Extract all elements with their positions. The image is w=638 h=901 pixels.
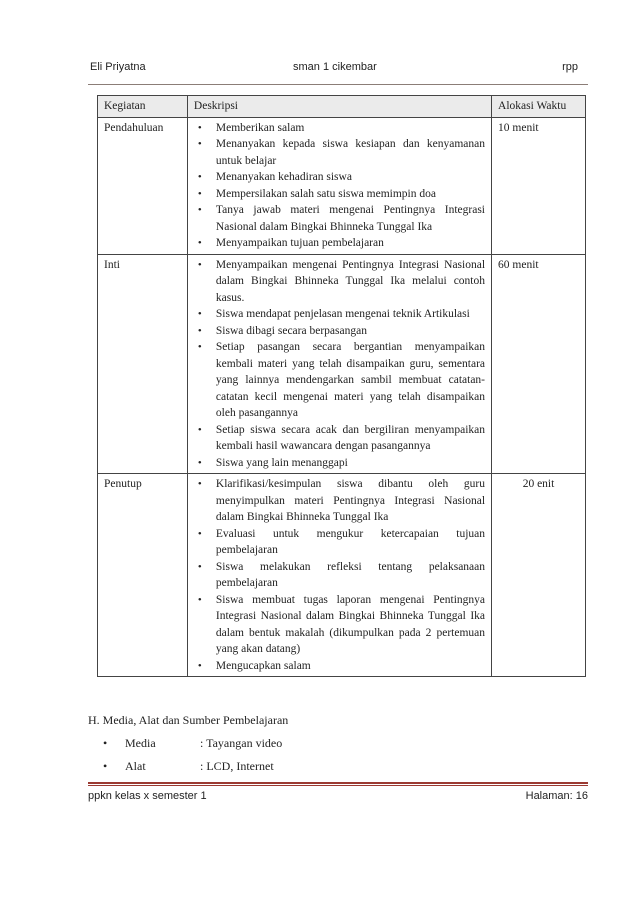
list-item: • Siswa melakukan refleksi tentang pelaksanaan pembelajaran xyxy=(194,559,485,592)
kegiatan-cell: Inti xyxy=(98,254,188,474)
waktu-cell: 10 menit xyxy=(492,117,586,254)
kegiatan-cell: Penutup xyxy=(98,474,188,677)
footer-rule-thin xyxy=(88,785,588,786)
list-item: • Menyampaikan mengenai Pentingnya Integrasi Nasional dalam Bingkai Bhinneka Tunggal Ika melalui contoh kasus. xyxy=(194,257,485,307)
list-item: • Memberikan salam xyxy=(194,120,485,137)
footer-rule xyxy=(88,782,588,784)
list-item: • Siswa membuat tugas laporan mengenai Pentingnya Integrasi Nasional dalam Bingkai Bhinneka Tunggal Ika dalam bentuk makalah (dikumpulkan pada 2 pertemuan yang akan datang) xyxy=(194,592,485,658)
list-item xyxy=(103,736,282,751)
deskripsi-cell xyxy=(187,474,491,677)
waktu-cell: 20 enit xyxy=(492,474,586,677)
waktu-cell: 60 menit xyxy=(492,254,586,474)
alat-label: Alat xyxy=(125,759,146,773)
media-value: : Tayangan video xyxy=(200,736,283,750)
list-item: • Mengucapkan salam xyxy=(194,658,485,675)
media-label: Media xyxy=(125,736,156,750)
list-item: • Siswa dibagi secara berpasangan xyxy=(194,323,485,340)
kegiatan-cell: Pendahuluan xyxy=(98,117,188,254)
header-rule xyxy=(88,84,588,85)
deskripsi-cell xyxy=(187,117,491,254)
bullet-icon: • xyxy=(103,736,108,750)
list-item: • Tanya jawab materi mengenai Pentingnya Integrasi Nasional dalam Bingkai Bhinneka Tunggal Ika xyxy=(194,202,485,235)
header-author: Eli Priyatna xyxy=(90,61,146,73)
list-item: • Klarifikasi/kesimpulan siswa dibantu oleh guru menyimpulkan materi Pentingnya Integrasi Nasional dalam Bingkai Bhinneka Tunggal Ika xyxy=(194,476,485,526)
col-header-deskripsi: Deskripsi xyxy=(187,96,491,118)
footer-page-number: Halaman: 16 xyxy=(525,790,588,802)
col-header-alokasi: Alokasi Waktu xyxy=(492,96,586,118)
list-item xyxy=(103,759,274,774)
list-item: • Evaluasi untuk mengukur ketercapaian tujuan pembelajaran xyxy=(194,526,485,559)
list-item: • Menyampaikan tujuan pembelajaran xyxy=(194,235,485,252)
deskripsi-cell xyxy=(187,254,491,474)
section-heading: H. Media, Alat dan Sumber Pembelajaran xyxy=(88,713,289,727)
header-doc-type: rpp xyxy=(562,61,578,73)
table-row xyxy=(98,474,586,677)
col-header-kegiatan: Kegiatan xyxy=(98,96,188,118)
table-header-row xyxy=(98,96,586,118)
footer-course: ppkn kelas x semester 1 xyxy=(88,790,207,802)
header-school: sman 1 cikembar xyxy=(293,61,377,73)
list-item: • Setiap pasangan secara bergantian menyampaikan kembali materi yang telah disampaikan guru, sementara yang lainnya mendengarkan sambil membuat catatan-catatan kecil mengenai materi yang telah disampaikan oleh pasangannya xyxy=(194,339,485,422)
list-item: • Siswa mendapat penjelasan mengenai teknik Artikulasi xyxy=(194,306,485,323)
alat-value: : LCD, Internet xyxy=(200,759,274,773)
table-row xyxy=(98,117,586,254)
list-item: • Setiap siswa secara acak dan bergiliran menyampaikan kembali hasil wawancara dengan pasangannya xyxy=(194,422,485,455)
bullet-icon: • xyxy=(103,759,108,773)
list-item: • Siswa yang lain menanggapi xyxy=(194,455,485,472)
table-row xyxy=(98,254,586,474)
list-item: • Mempersilakan salah satu siswa memimpin doa xyxy=(194,186,485,203)
list-item: • Menanyakan kehadiran siswa xyxy=(194,169,485,186)
list-item: • Menanyakan kepada siswa kesiapan dan kenyamanan untuk belajar xyxy=(194,136,485,169)
activity-table xyxy=(97,95,586,677)
